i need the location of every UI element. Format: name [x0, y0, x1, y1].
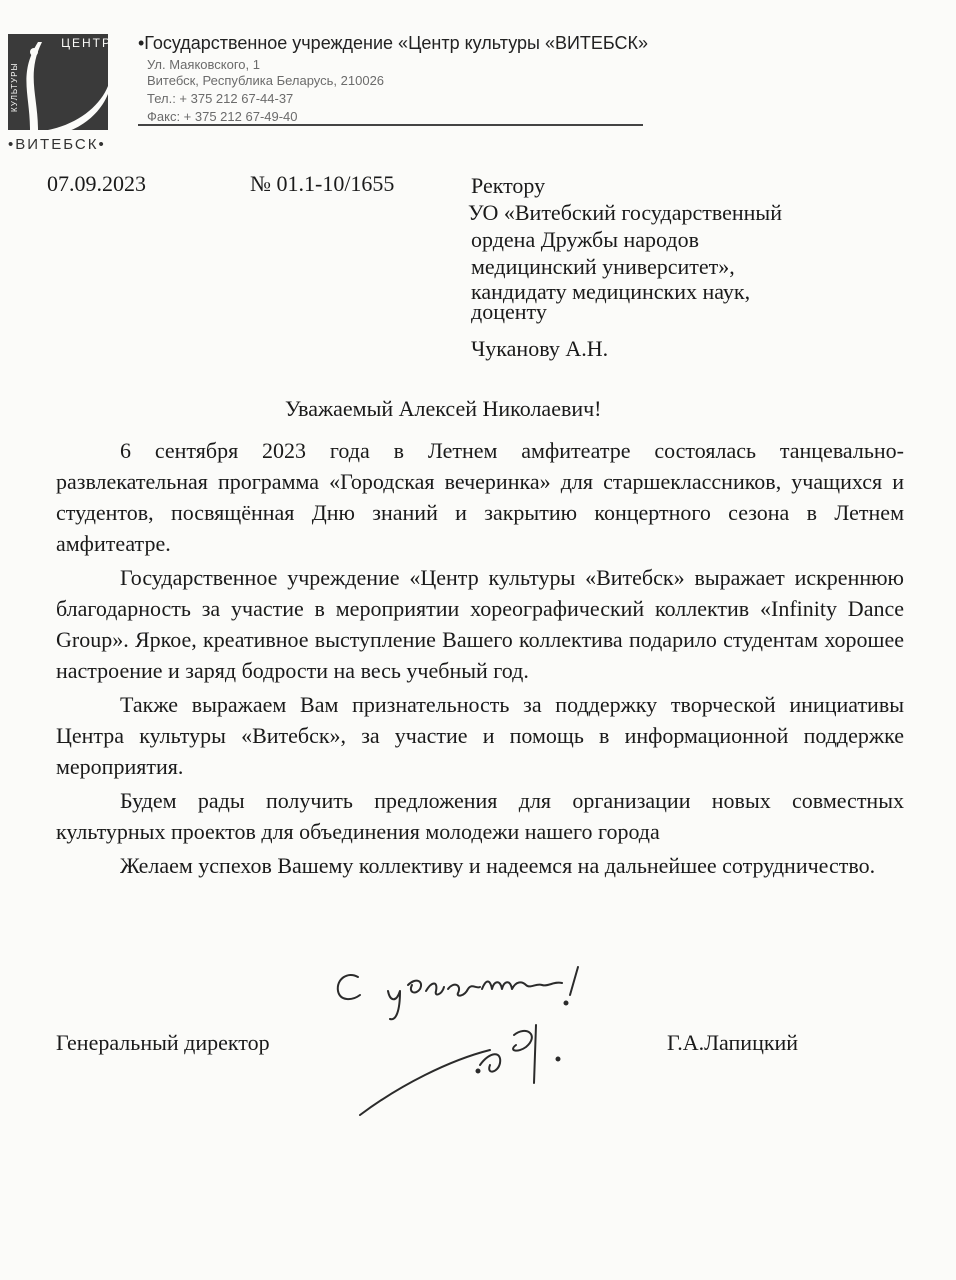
org-logo [8, 34, 126, 164]
address-city: Витебск, Республика Беларусь, 210026 [147, 73, 385, 88]
body-paragraph: Также выражаем Вам признательность за поддержку творческой инициативы Центра культуры «Витебск», за участие и помощь в информационной поддержке мероприятия. [56, 692, 904, 779]
org-name: •Государственное учреждение «Центр культуры «ВИТЕБСК» [138, 33, 649, 53]
signatory-title: Генеральный директор [56, 1030, 270, 1055]
recipient-degree: кандидату медицинских наук, [471, 279, 751, 304]
recipient-title: доценту [471, 299, 547, 324]
salutation: Уважаемый Алексей Николаевич! [285, 396, 602, 421]
phone-number: Тел.: + 375 212 67-44-37 [147, 91, 294, 106]
logo-city-name: •ВИТЕБСК• [8, 136, 106, 153]
body-paragraph: Желаем успехов Вашему коллективу и надеемся на дальнейшее сотрудничество. [120, 853, 876, 878]
body-paragraph: Государственное учреждение «Центр культуры «Витебск» выражает искреннюю благодарность за участие в мероприятии хореографический коллектив «Infinity Dance Group». Яркое, креативное выступление Вашего коллектива подарило студентам хорошее настроение и заряд бодрости на весь учебный год. [56, 565, 904, 683]
handwritten-signature [330, 955, 610, 1125]
logo-word-side: КУЛЬТУРЫ [10, 62, 19, 112]
fax-number: Факс: + 375 212 67-49-40 [147, 109, 298, 124]
letter-body [56, 435, 904, 884]
recipient-org-line3: медицинский университет», [471, 254, 735, 279]
recipient-org-line1: УО «Витебский государственный [468, 200, 782, 225]
signatory-name: Г.А.Лапицкий [667, 1030, 799, 1055]
letter-date: 07.09.2023 [47, 171, 146, 196]
body-paragraph: Будем рады получить предложения для организации новых совместных культурных проектов для объединения молодежи нашего города [56, 788, 904, 844]
recipient-name: Чуканову А.Н. [471, 336, 609, 361]
letter-number: № 01.1-10/1655 [250, 171, 395, 196]
recipient-org-line2: ордена Дружбы народов [471, 227, 700, 252]
address-street: Ул. Маяковского, 1 [147, 57, 260, 72]
letterhead-divider [138, 124, 643, 126]
logo-word-top: ЦЕНТР [61, 36, 112, 50]
recipient-position: Ректору [471, 173, 546, 198]
body-paragraph: 6 сентября 2023 года в Летнем амфитеатре состоялась танцевально-развлекательная программа «Городская вечеринка» для старшеклассников, учащихся и студентов, посвящённая Дню знаний и закрытию концертного сезона в Летнем амфитеатре. [56, 438, 904, 556]
